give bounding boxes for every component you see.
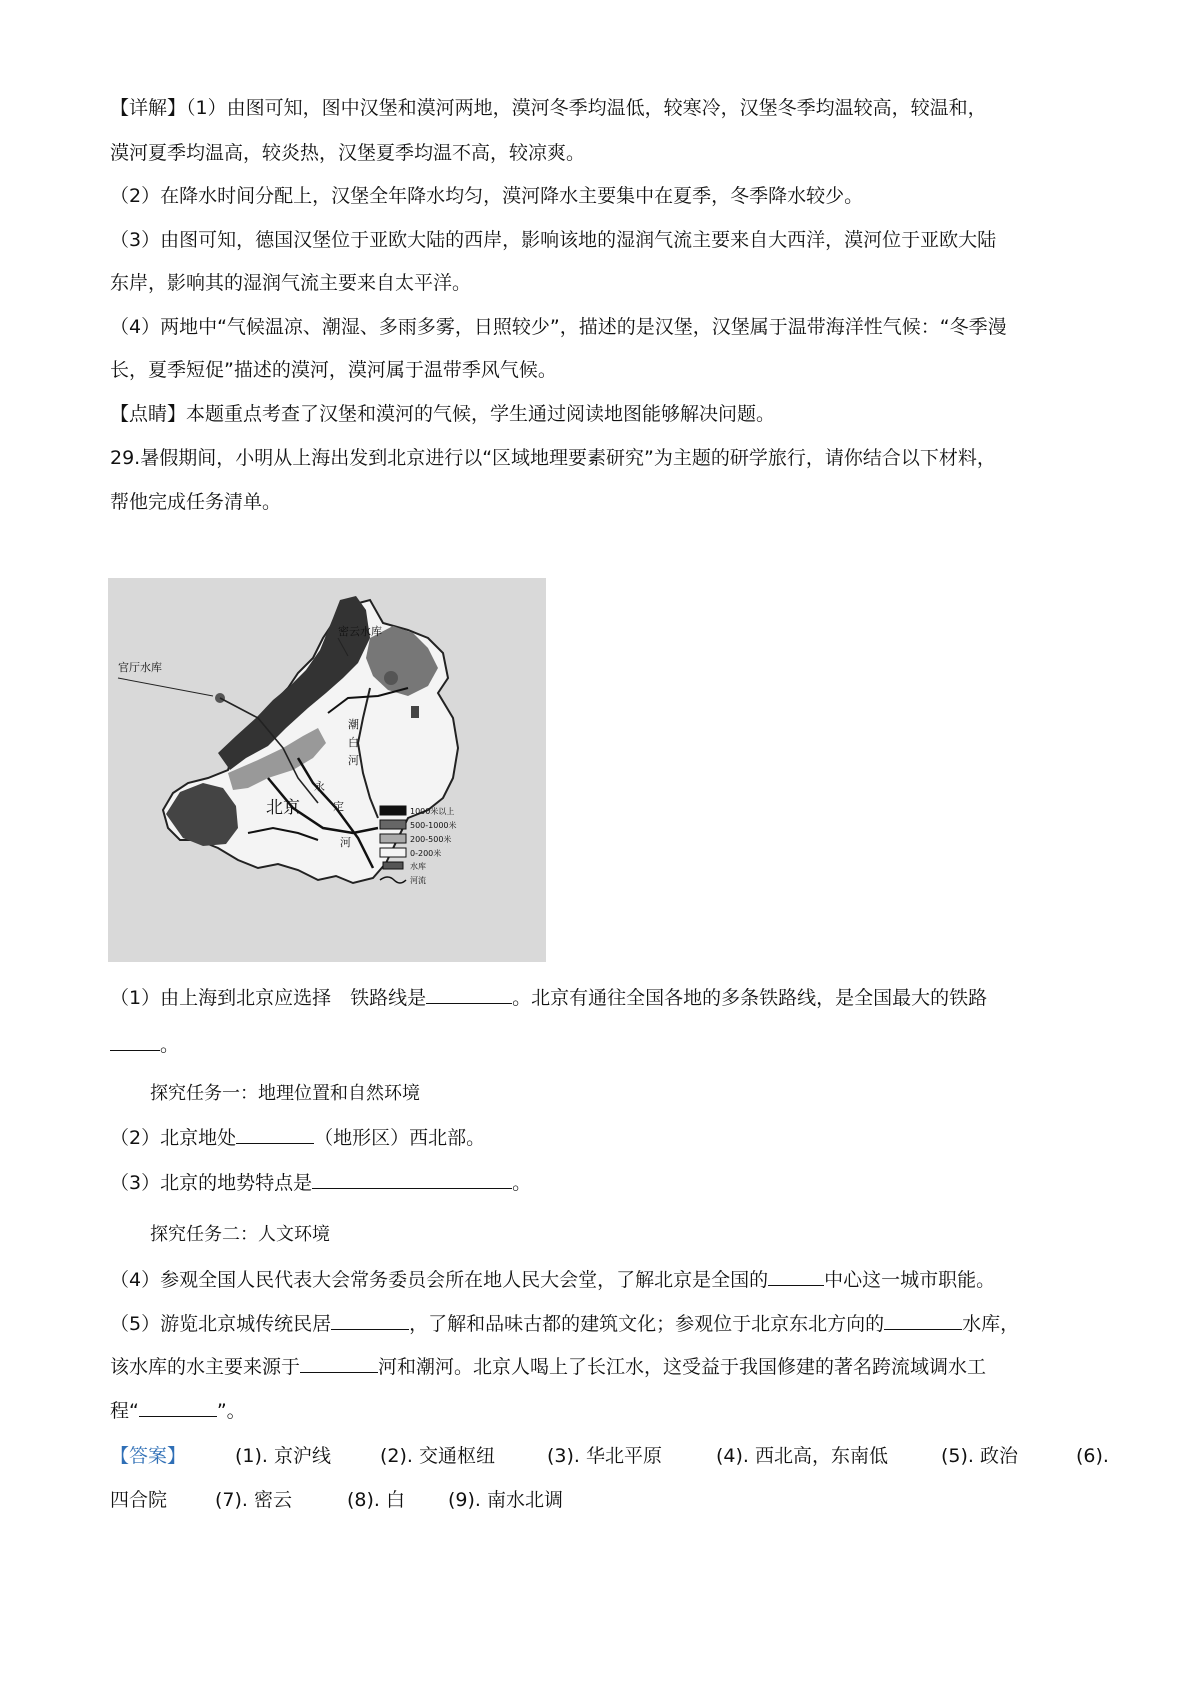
comment-text: 本题重点考查了汉堡和漠河的气候，学生通过阅读地图能够解决问题。 — [186, 403, 776, 425]
comment-label: 【点睛】 — [110, 403, 187, 425]
detail-text-1: （1）由图可知，图中汉堡和漠河两地，漠河冬季均温低，较寒冷，汉堡冬季均温较高，较温和， — [186, 97, 987, 119]
detail-line-6: （4）两地中“气候温凉、潮湿、多雨多雾，日照较少”，描述的是汉堡，汉堡属于温带海洋性气候：“冬季漫 — [110, 316, 1007, 338]
question-29-line-1: 29.暑假期间，小明从上海出发到北京进行以“区域地理要素研究”为主题的研学旅行，请你结合以下材料， — [110, 447, 996, 469]
blank-2[interactable] — [110, 1032, 160, 1051]
answer-row-1 — [110, 1443, 1110, 1473]
guanting-leader — [118, 678, 213, 696]
question-3-text-b: 。 — [512, 1172, 532, 1194]
answer-item: (2). 交通枢纽 — [380, 1445, 495, 1467]
answer-item: (9). 南水北调 — [448, 1489, 563, 1511]
legend-text-3: 200-500米 — [410, 835, 452, 844]
answer-item: (7). 密云 — [215, 1489, 292, 1511]
legend-swatch-4 — [380, 848, 406, 857]
legend-text-6: 河流 — [410, 876, 426, 885]
blank-8[interactable] — [300, 1354, 378, 1373]
blank-5[interactable] — [768, 1267, 824, 1286]
question-1-text-a: （1）由上海到北京应选择 铁路线是 — [110, 987, 427, 1009]
question-1-text-c: 。 — [160, 1034, 180, 1056]
blank-1[interactable] — [426, 985, 512, 1004]
answer-item: (8). 白 — [347, 1489, 405, 1511]
blank-6[interactable] — [331, 1311, 409, 1330]
answer-label: 【答案】 — [110, 1445, 187, 1467]
river-char-ding: 定 — [333, 800, 344, 813]
beijing-map — [108, 578, 546, 962]
question-3-text-a: （3）北京的地势特点是 — [110, 1172, 313, 1194]
river-char-he-2: 河 — [340, 836, 351, 849]
answer-item: (5). 政治 — [941, 1445, 1018, 1467]
legend-text-2: 500-1000米 — [410, 821, 457, 830]
legend-swatch-1 — [380, 806, 406, 815]
question-5-line-2 — [110, 1354, 986, 1380]
question-1-text-b: 。北京有通往全国各地的多条铁路线，是全国最大的铁路 — [512, 987, 988, 1009]
question-4-line — [110, 1267, 995, 1293]
question-3-line — [110, 1170, 531, 1196]
miyun-reservoir-mark — [384, 671, 398, 685]
detail-label: 【详解】 — [110, 97, 187, 119]
answer-item: (3). 华北平原 — [547, 1445, 662, 1467]
legend-swatch-5 — [383, 862, 403, 869]
question-5-text-g: ”。 — [216, 1400, 246, 1422]
question-5-text-a: （5）游览北京城传统民居 — [110, 1313, 332, 1335]
question-2-text-b: （地形区）西北部。 — [314, 1127, 486, 1149]
blank-9[interactable] — [139, 1398, 217, 1417]
question-5-text-e: 河和潮河。北京人喝上了长江水，这受益于我国修建的著名跨流域调水工 — [378, 1356, 987, 1378]
question-4-text-a: （4）参观全国人民代表大会常务委员会所在地人民大会堂，了解北京是全国的 — [110, 1269, 769, 1291]
miyun-label: 密云水库 — [338, 625, 382, 638]
task-1-title: 探究任务一：地理位置和自然环境 — [150, 1083, 420, 1104]
legend-text-1: 1000米以上 — [410, 807, 455, 816]
legend-swatch-2 — [380, 820, 406, 829]
task-2-title: 探究任务二：人文环境 — [150, 1224, 330, 1245]
question-2-line — [110, 1125, 485, 1151]
answer-item: (4). 西北高，东南低 — [716, 1445, 888, 1467]
question-4-text-b: 中心这一城市职能。 — [824, 1269, 996, 1291]
river-char-bai: 白 — [348, 736, 359, 749]
question-29-line-2: 帮他完成任务清单。 — [110, 491, 282, 513]
question-1-line-2 — [110, 1032, 179, 1058]
guanting-label: 官厅水库 — [118, 661, 162, 674]
question-5-text-b: ，了解和品味古都的建筑文化；参观位于北京东北方向的 — [409, 1313, 885, 1335]
beijing-label: 北京 — [266, 798, 300, 818]
question-5-text-f: 程“ — [110, 1400, 139, 1422]
answer-item: (1). 京沪线 — [235, 1445, 331, 1467]
river-char-chao: 潮 — [348, 718, 359, 731]
legend-swatch-6 — [380, 877, 406, 883]
detail-line-3: （2）在降水时间分配上，汉堡全年降水均匀，漠河降水主要集中在夏季，冬季降水较少。 — [110, 185, 864, 207]
detail-line-7: 长，夏季短促”描述的漠河，漠河属于温带季风气候。 — [110, 359, 557, 381]
small-reservoir — [411, 706, 419, 718]
question-5-text-c: 水库， — [962, 1313, 1020, 1335]
legend-text-4: 0-200米 — [410, 849, 442, 858]
answer-row-2 — [110, 1487, 1110, 1517]
beijing-map-figure — [108, 578, 546, 962]
comment-line — [110, 401, 775, 427]
question-2-text-a: （2）北京地处 — [110, 1127, 237, 1149]
detail-line-1 — [110, 95, 987, 121]
detail-line-4: （3）由图可知，德国汉堡位于亚欧大陆的西岸，影响该地的湿润气流主要来自大西洋，漠河位于亚欧大陆 — [110, 229, 997, 251]
question-1-line-1 — [110, 985, 987, 1011]
river-char-yong: 永 — [314, 780, 325, 793]
question-5-line-1 — [110, 1311, 1019, 1337]
answer-item: (6). — [1076, 1445, 1109, 1467]
detail-line-5: 东岸，影响其的湿润气流主要来自太平洋。 — [110, 272, 472, 294]
blank-4[interactable] — [312, 1170, 512, 1189]
river-char-he-1: 河 — [348, 754, 359, 767]
blank-3[interactable] — [236, 1125, 314, 1144]
blank-7[interactable] — [884, 1311, 962, 1330]
legend-swatch-3 — [380, 834, 406, 843]
question-5-text-d: 该水库的水主要来源于 — [110, 1356, 301, 1378]
question-5-line-3 — [110, 1398, 246, 1424]
detail-line-2: 漠河夏季均温高，较炎热，汉堡夏季均温不高，较凉爽。 — [110, 142, 586, 164]
answer-item: 四合院 — [110, 1489, 168, 1511]
legend-text-5: 水库 — [410, 862, 426, 871]
